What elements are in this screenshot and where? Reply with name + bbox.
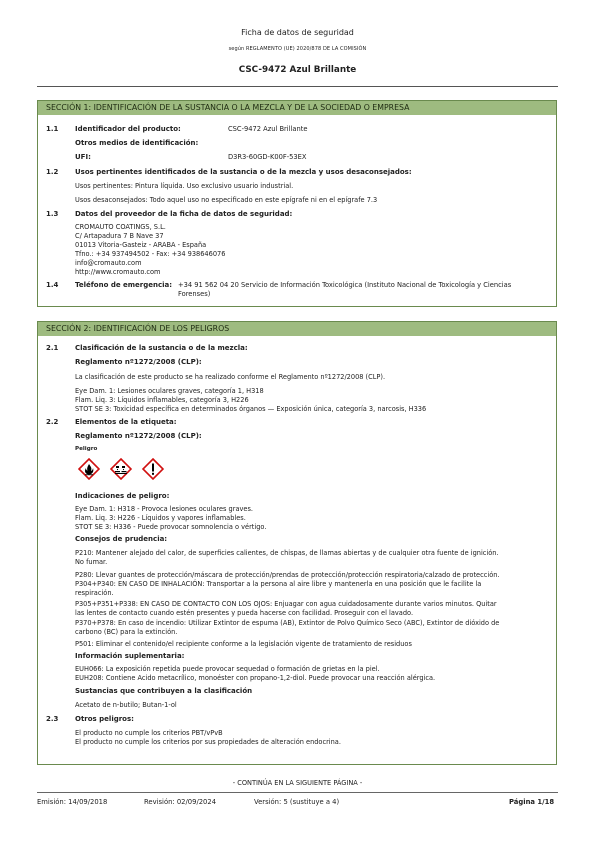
section-2-heading: SECCIÓN 2: IDENTIFICACIÓN DE LOS PELIGROS (38, 322, 556, 336)
section-1 (37, 100, 557, 307)
section-number: 1.1 (46, 125, 59, 133)
hazard-statement: Eye Dam. 1: H318 - Provoca lesiones oculares graves. (75, 505, 253, 513)
ufi-value: D3R3-60GD-K00F-53EX (228, 153, 307, 161)
supplementary-statement: EUH208: Contiene Acido metacrílico, monoéster con propano-1,2-diol. Puede provocar una reacción alérgica. (75, 674, 436, 682)
precautionary-statement: respiración. (75, 589, 114, 597)
supplementary-statement: EUH066: La exposición repetida puede provocar sequedad o formación de grietas en la piel. (75, 665, 380, 673)
section-number: 2.3 (46, 715, 59, 723)
classification-item: Eye Dam. 1: Lesiones oculares graves, categoría 1, H318 (75, 387, 264, 395)
contributing-substances: Acetato de n-butilo; Butan-1-ol (75, 701, 177, 709)
supplier-line: C/ Artapadura 7 B Nave 37 (75, 232, 164, 240)
supplier-line: 01013 Vitoria-Gasteiz - ARABA - España (75, 241, 207, 249)
classification-item: Flam. Liq. 3: Líquidos inflamables, categoría 3, H226 (75, 396, 249, 404)
precautionary-statement: P501: Eliminar el contenido/el recipiente conforme a la legislación vigente de tratamiento de residuos (75, 640, 412, 648)
precautionary-statement: No fumar. (75, 558, 108, 566)
hazard-statement: Flam. Liq. 3: H226 - Líquidos y vapores inflamables. (75, 514, 246, 522)
page-number: Página 1/18 (509, 798, 555, 806)
other-hazards-label: Otros peligros: (75, 715, 134, 723)
flame-icon (78, 458, 100, 480)
supplementary-info-label: Información suplementaria: (75, 652, 185, 660)
unuses-text: Usos desaconsejados: Todo aquel uso no especificado en este epígrafe ni en el epígrafe 7.3 (75, 196, 378, 204)
ufi-label: UFI: (75, 153, 91, 161)
supplier-email: info@cromauto.com (75, 259, 142, 267)
product-name: CSC-9472 Azul Brillante (238, 65, 357, 75)
regulation-text: La clasificación de este producto se ha realizado conforme el Reglamento nº1272/2008 (CLP). (75, 373, 386, 381)
regulation-label: Reglamento nº1272/2008 (CLP): (75, 358, 202, 366)
supplier-label: Datos del proveedor de la ficha de datos de seguridad: (75, 210, 293, 218)
product-identifier-value: CSC-9472 Azul Brillante (228, 125, 308, 133)
other-id-label: Otros medios de identificación: (75, 139, 199, 147)
precautionary-statement: P210: Mantener alejado del calor, de superficies calientes, de chispas, de llamas abiertas y de cualquier otra fuente de ignición. (75, 549, 499, 557)
contributing-substances-label: Sustancias que contribuyen a la clasificación (75, 687, 253, 695)
regulation-label: Reglamento nº1272/2008 (CLP): (75, 432, 202, 440)
hazard-statements-label: Indicaciones de peligro: (75, 492, 170, 500)
label-elements-label: Elementos de la etiqueta: (75, 418, 177, 426)
product-identifier-label: Identificador del producto: (75, 125, 181, 133)
supplier-line: Tfno.: +34 937494502 - Fax: +34 938646076 (75, 250, 226, 258)
supplier-line: CROMAUTO COATINGS, S.L. (75, 223, 166, 231)
document-title: Ficha de datos de seguridad (241, 28, 354, 37)
uses-text: Usos pertinentes: Pintura líquida. Uso exclusivo usuario industrial. (75, 182, 294, 190)
version-info: Versión: 5 (sustituye a 4) (254, 798, 340, 806)
revision-date: Revisión: 02/09/2024 (144, 798, 217, 806)
precautionary-statement: las lentes de contacto cuando estén presentes y pueda hacerse con facilidad. Proseguir con el lavado. (75, 609, 414, 617)
classification-label: Clasificación de la sustancia o de la mezcla: (75, 344, 248, 352)
precautionary-statement: P370+P378: En caso de incendio: Utilizar Extintor de espuma (AB), Extintor de Polvo Químico Seco (ABC), Extintor de dióxido de (75, 619, 500, 627)
precautionary-statement: carbono (BC) para la extinción. (75, 628, 178, 636)
section-number: 1.4 (46, 281, 59, 289)
precautionary-label: Consejos de prudencia: (75, 535, 168, 543)
section-1-heading: SECCIÓN 1: IDENTIFICACIÓN DE LA SUSTANCIA O LA MEZCLA Y DE LA SOCIEDAD O EMPRESA (38, 101, 556, 115)
regulation-subtitle: según REGLAMENTO (UE) 2020/878 DE LA COMISIÓN (228, 46, 367, 52)
supplier-website: http://www.cromauto.com (75, 268, 161, 276)
section-number: 2.1 (46, 344, 59, 352)
header-divider (37, 86, 558, 87)
precautionary-statement: P304+P340: EN CASO DE INHALACIÓN: Transportar a la persona al aire libre y mantenerla en una posición que le facilite la (75, 580, 482, 588)
emergency-phone-label: Teléfono de emergencia: (75, 281, 173, 289)
other-hazard: El producto no cumple los criterios por sus propiedades de alteración endocrina. (75, 738, 341, 746)
exclamation-icon (142, 458, 164, 480)
uses-label: Usos pertinentes identificados de la sustancia o de la mezcla y usos desaconsejados: (75, 168, 412, 176)
section-number: 1.3 (46, 210, 59, 218)
emergency-phone-value: +34 91 562 04 20 Servicio de Información Toxicológica (Instituto Nacional de Toxicología y Ciencias Forenses) (178, 281, 512, 299)
signal-word: Peligro (75, 446, 98, 452)
other-hazard: El producto no cumple los criterios PBT/vPvB (75, 729, 223, 737)
footer-divider (37, 792, 558, 793)
continued-notice: - CONTINÚA EN LA SIGUIENTE PÁGINA - (232, 779, 363, 787)
corrosion-icon (110, 458, 132, 480)
precautionary-statement: P305+P351+P338: EN CASO DE CONTACTO CON LOS OJOS: Enjuagar con agua cuidadosamente durante varios minutos. Quitar (75, 600, 497, 608)
section-number: 2.2 (46, 418, 59, 426)
section-number: 1.2 (46, 168, 59, 176)
emission-date: Emisión: 14/09/2018 (37, 798, 108, 806)
precautionary-statement: P280: Llevar guantes de protección/máscara de protección/prendas de protección/protección respiratoria/calzado de protección. (75, 571, 500, 579)
hazard-statement: STOT SE 3: H336 - Puede provocar somnolencia o vértigo. (75, 523, 267, 531)
section-2 (37, 321, 557, 765)
classification-item: STOT SE 3: Toxicidad específica en determinados órganos — Exposición única, categoría 3, narcosis, H336 (75, 405, 427, 413)
